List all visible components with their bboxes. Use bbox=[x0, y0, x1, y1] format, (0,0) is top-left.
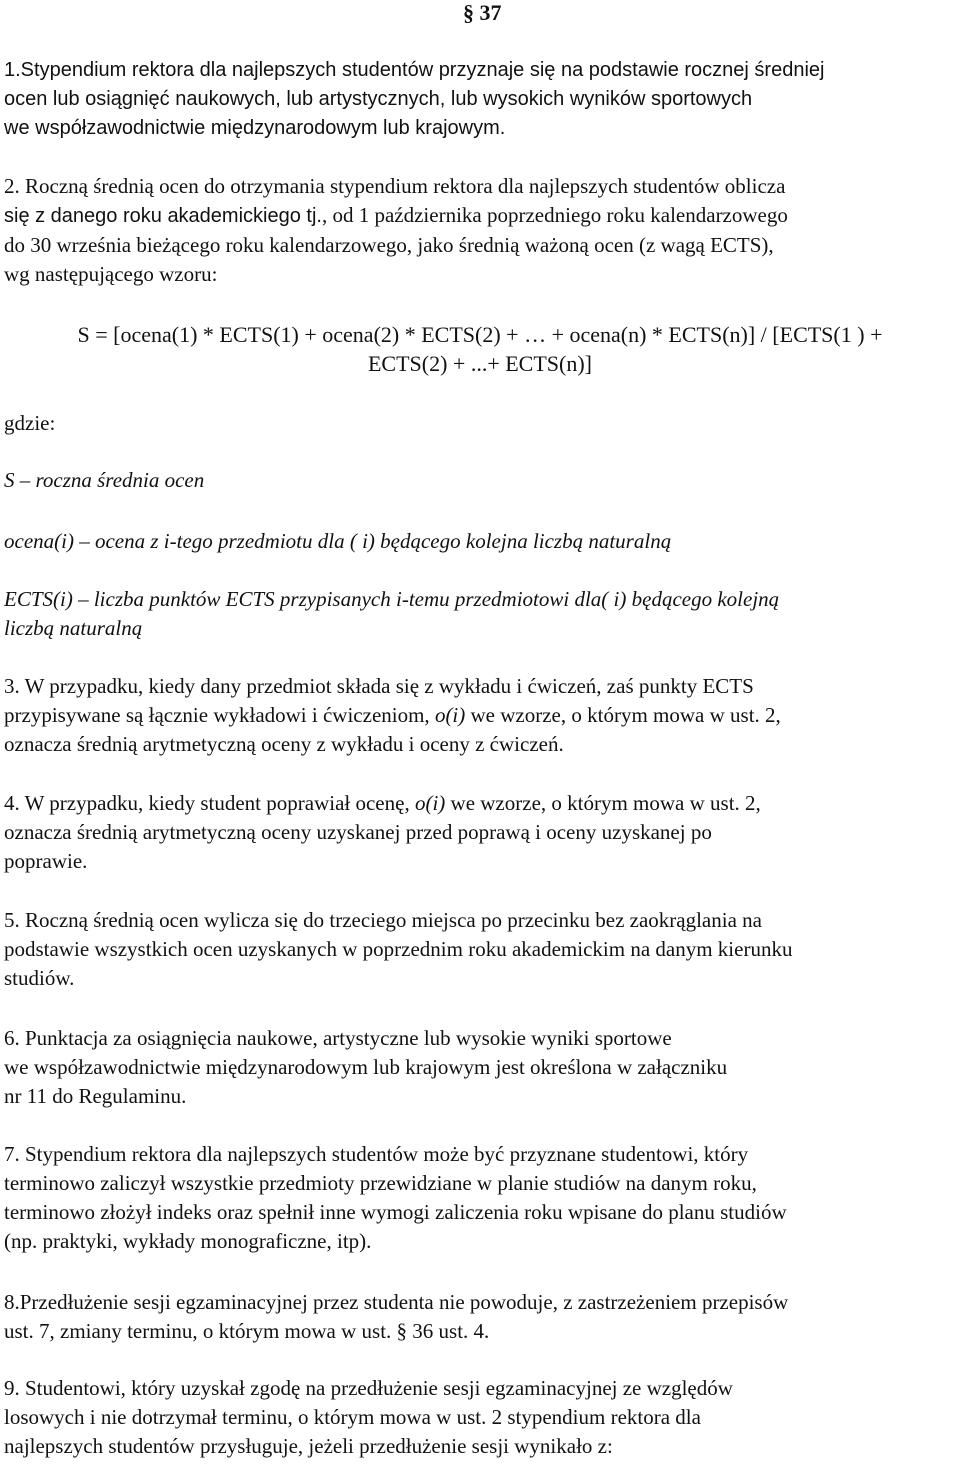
p8-line-1: 8.Przedłużenie sesji egzaminacyjnej przez studenta nie powoduje, z zastrzeżeniem przepisów bbox=[4, 1290, 789, 1314]
definition-ects bbox=[4, 585, 956, 643]
p1-line-2: ocen lub osiągnięć naukowych, lub artystycznych, lub wysokich wyników sportowych bbox=[4, 88, 753, 110]
paragraph-1 bbox=[4, 56, 956, 143]
p5-line-1: 5. Roczną średnią ocen wylicza się do trzeciego miejsca po przecinku bez zaokrąglania na bbox=[4, 908, 762, 932]
definition-s: S – roczna średnia ocen bbox=[4, 468, 205, 492]
paragraph-4 bbox=[4, 789, 956, 876]
p4-line-1c: we wzorze, o którym mowa w ust. 2, bbox=[445, 791, 761, 815]
p9-line-1: 9. Studentowi, który uzyskał zgodę na przedłużenie sesji egzaminacyjnej ze względów bbox=[4, 1376, 733, 1400]
p8-line-2: ust. 7, zmiany terminu, o którym mowa w ust. § 36 ust. 4. bbox=[4, 1319, 490, 1343]
p7-line-1: 7. Stypendium rektora dla najlepszych studentów może być przyznane studentowi, który bbox=[4, 1142, 749, 1166]
p3-line-2c: we wzorze, o którym mowa w ust. 2, bbox=[465, 703, 781, 727]
gdzie-label: gdzie: bbox=[4, 411, 56, 435]
paragraph-3 bbox=[4, 672, 956, 759]
p2-line-4: wg następującego wzoru: bbox=[4, 262, 218, 286]
p2-line-3: do 30 września bieżącego roku kalendarzowego, jako średnią ważoną ocen (z wagą ECTS), bbox=[4, 233, 774, 257]
p3-line-1: 3. W przypadku, kiedy dany przedmiot składa się z wykładu i ćwiczeń, zaś punkty ECTS bbox=[4, 674, 754, 698]
p3-line-3: oznacza średnią arytmetyczną oceny z wykładu i oceny z ćwiczeń. bbox=[4, 732, 564, 756]
paragraph-8 bbox=[4, 1288, 956, 1346]
p2-line-2a: się z danego roku akademickiego tj. bbox=[4, 205, 322, 227]
p1-line-3: we współzawodnictwie międzynarodowym lub krajowym. bbox=[4, 117, 506, 139]
p3-line-2a: przypisywane są łącznie wykładowi i ćwiczeniom, bbox=[4, 703, 435, 727]
paragraph-5 bbox=[4, 906, 956, 993]
paragraph-6 bbox=[4, 1024, 956, 1111]
p1-line-1: 1.Stypendium rektora dla najlepszych studentów przyznaje się na podstawie rocznej średniej bbox=[4, 59, 825, 81]
definition-ects-line-1: ECTS(i) – liczba punktów ECTS przypisanych i-temu przedmiotowi dla( i) będącego kolejną bbox=[4, 587, 780, 611]
p6-line-1: 6. Punktacja za osiągnięcia naukowe, artystyczne lub wysokie wyniki sportowe bbox=[4, 1026, 672, 1050]
p9-line-2: losowych i nie dotrzymał terminu, o którym mowa w ust. 2 stypendium rektora dla bbox=[4, 1405, 701, 1429]
p5-line-2: podstawie wszystkich ocen uzyskanych w poprzednim roku akademickim na danym kierunku bbox=[4, 937, 793, 961]
p7-line-2: terminowo zaliczył wszystkie przedmioty przewidziane w planie studiów na danym roku, bbox=[4, 1171, 757, 1195]
p3-line-2b: o(i) bbox=[434, 703, 466, 727]
p7-line-3: terminowo złożył indeks oraz spełnił inne wymogi zaliczenia roku wpisane do planu studiów bbox=[4, 1200, 787, 1224]
section-number: § 37 bbox=[463, 0, 502, 25]
p2-line-1: 2. Roczną średnią ocen do otrzymania stypendium rektora dla najlepszych studentów oblicza bbox=[4, 174, 786, 198]
p6-line-3: nr 11 do Regulaminu. bbox=[4, 1084, 187, 1108]
formula bbox=[0, 320, 960, 378]
paragraph-9 bbox=[4, 1374, 956, 1461]
paragraph-2 bbox=[4, 172, 956, 289]
p9-line-3: najlepszych studentów przysługuje, jeżeli przedłużenie sesji wynikało z: bbox=[4, 1434, 613, 1458]
p4-line-3: poprawie. bbox=[4, 849, 88, 873]
definition-ects-line-2: liczbą naturalną bbox=[4, 616, 143, 640]
paragraph-7 bbox=[4, 1140, 956, 1256]
p4-line-1a: 4. W przypadku, kiedy student poprawiał ocenę, bbox=[4, 791, 415, 815]
p5-line-3: studiów. bbox=[4, 966, 75, 990]
p4-line-2: oznacza średnią arytmetyczną oceny uzyskanej przed poprawą i oceny uzyskanej po bbox=[4, 820, 712, 844]
formula-line-1: S = [ocena(1) * ECTS(1) + ocena(2) * ECTS(2) + … + ocena(n) * ECTS(n)] / [ECTS(1 ) + bbox=[77, 322, 883, 347]
definition-ocena: ocena(i) – ocena z i-tego przedmiotu dla ( i) będącego kolejna liczbą naturalną bbox=[4, 529, 672, 553]
p2-line-2b: , od 1 października poprzedniego roku kalendarzowego bbox=[321, 203, 788, 227]
p7-line-4: (np. praktyki, wykłady monograficzne, itp). bbox=[4, 1229, 372, 1253]
p4-line-1b: o(i) bbox=[414, 791, 446, 815]
formula-line-2: ECTS(2) + ...+ ECTS(n)] bbox=[367, 351, 593, 376]
p6-line-2: we współzawodnictwie międzynarodowym lub krajowym jest określona w załączniku bbox=[4, 1055, 728, 1079]
